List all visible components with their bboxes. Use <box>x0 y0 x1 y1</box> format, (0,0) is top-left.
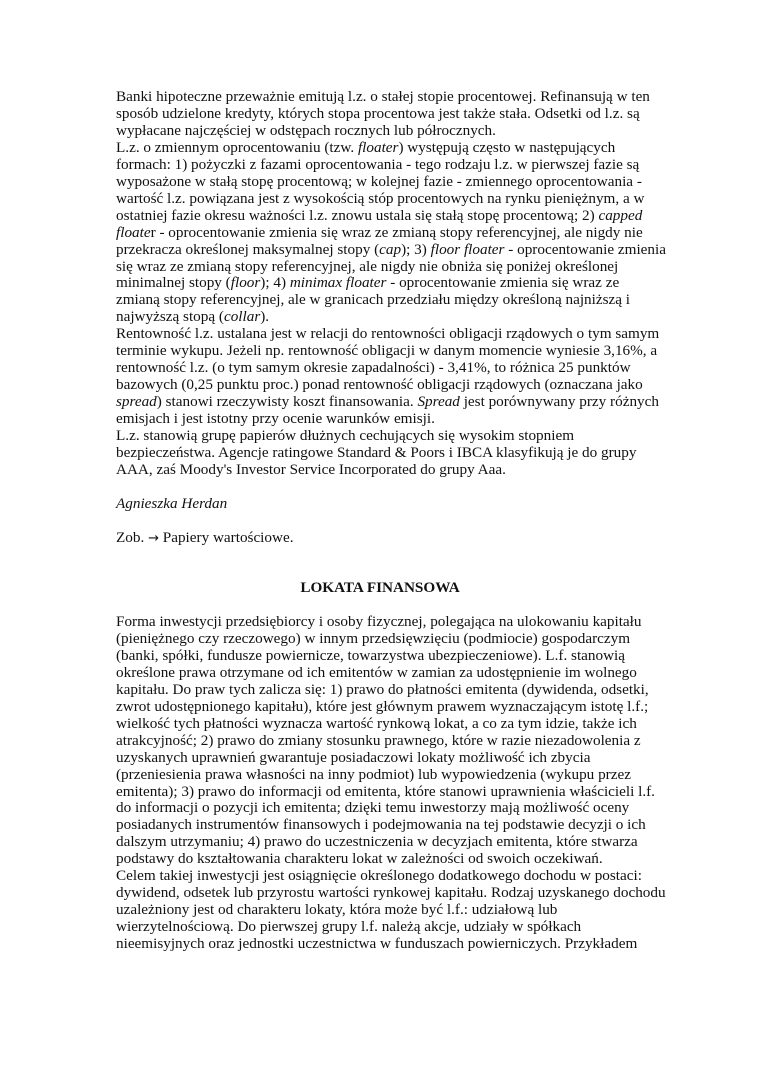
text-line: formach: 1) pożyczki z fazami oprocentowania - tego rodzaju l.z. w pierwszej fazie są <box>116 155 640 173</box>
text-line: L.z. stanowią grupę papierów dłużnych cechujących się wysokim stopniem <box>116 427 575 445</box>
text-line: Celem takiej inwestycji jest osiągnięcie określonego dodatkowego dochodu w postaci: <box>116 867 642 885</box>
article-continuation <box>116 89 676 548</box>
text-line: wielkość tych płatności wyznacza wartość rynkową lokat, a co za tym idzie, także ich <box>116 714 637 732</box>
see-also-reference: Zob. → Papiery wartościowe. <box>116 528 294 546</box>
text-line: terminie wykupu. Jeżeli np. rentowność obligacji w danym momencie wyniesie 3,16%, a <box>116 342 658 360</box>
article-lokata-finansowa <box>116 614 676 953</box>
text-line: minimalnej stopy (floor); 4) minimax floater - oprocentowanie zmienia się wraz ze <box>116 274 620 292</box>
text-line: przekracza określonej maksymalnej stopy (cap); 3) floor floater - oprocentowanie zmienia <box>116 240 666 258</box>
text-line: nieemisyjnych oraz jednostki uczestnictwa w funduszach powierniczych. Przykładem <box>116 935 638 953</box>
text-line: Rentowność l.z. ustalana jest w relacji do rentowności obligacji rządowych o tym samym <box>116 325 660 343</box>
text-line: dywidend, odsetek lub przyrostu wartości rynkowej kapitału. Rodzaj uzyskanego dochodu <box>116 884 666 902</box>
text-line: się wraz ze zmianą stopy referencyjnej, ale nigdy nie obniża się poniżej określonej <box>116 257 619 275</box>
text-line: (banki, spółki, fundusze powiernicze, towarzystwa ubezpieczeniowe). L.f. stanowią <box>116 646 626 664</box>
text-line: do informacji o pozycji ich emitenta; dzięki temu inwestorzy mają możliwość oceny <box>116 799 630 817</box>
text-line: rentowność l.z. (o tym samym okresie zapadalności) - 3,41%, to różnica 25 punktów <box>116 359 631 377</box>
paragraph-yield <box>116 326 676 428</box>
text-line: L.z. o zmiennym oprocentowaniu (tzw. floater) występują często w następujących <box>116 138 616 156</box>
text-line: najwyższą stopą (collar). <box>116 308 270 326</box>
text-line: sposób udzielone kredyty, których stopa procentowa jest także stała. Odsetki od l.z. są <box>116 104 640 122</box>
text-line: spread) stanowi rzeczywisty koszt finansowania. Spread jest porównywany przy różnych <box>116 393 659 411</box>
text-line: ostatniej fazie okresu ważności l.z. znowu ustala się stałą stopę procentową; 2) capped <box>116 206 643 224</box>
text-line: (pieniężnego czy rzeczowego) w innym przedsięwzięciu (podmiocie) gospodarczym <box>116 629 631 647</box>
text-line: wierzytelnościową. Do pierwszej grupy l.f. należą akcje, udziały w spółkach <box>116 918 582 936</box>
text-line: podstawy do kształtowania charakteru lokat w zależności od swoich oczekiwań. <box>116 850 603 868</box>
text-line: posiadanych instrumentów finansowych i podejmowania na tej podstawie decyzji o ich <box>116 816 646 834</box>
paragraph-mortgage-banks <box>116 89 676 140</box>
text-line: emitenta); 3) prawo do informacji od emitenta, które stanowi uprawnienia właścicieli l.f. <box>116 782 655 800</box>
text-line: floater - oprocentowanie zmienia się wraz ze zmianą stopy referencyjnej, ale nigdy nie <box>116 223 643 241</box>
paragraph-floating-rate <box>116 140 676 326</box>
text-line: określone prawa otrzymane od ich emitentów w zamian za udostępnienie im wolnego <box>116 663 637 681</box>
text-line: wartość l.z. powiązana jest z wysokością stóp procentowych na rynku pieniężnym, a w <box>116 189 645 207</box>
text-line: wypłacane najczęściej w odstępach rocznych lub półrocznych. <box>116 121 496 139</box>
author-name: Agnieszka Herdan <box>116 494 228 512</box>
text-line: Banki hipoteczne przeważnie emitują l.z. o stałej stopie procentowej. Refinansują w ten <box>116 88 650 105</box>
text-line: bazowych (0,25 punktu proc.) ponad rentowność obligacji rządowych (oznaczana jako <box>116 376 643 394</box>
text-line: uzyskanych uprawnień gwarantuje posiadaczowi lokaty możliwość ich zbycia <box>116 748 591 766</box>
text-line: dalszym utrzymaniu; 4) prawo do uczestniczenia w decyzjach emitenta, które stwarza <box>116 833 638 851</box>
arrow-right-icon: → <box>148 530 159 546</box>
text-line: zwrot udostępnionego kapitału), które jest głównym prawem wyznaczającym istotę l.f.; <box>116 697 649 715</box>
text-line: Forma inwestycji przedsiębiorcy i osoby fizycznej, polegająca na ulokowaniu kapitału <box>116 613 642 630</box>
paragraph-purpose <box>116 868 676 953</box>
paragraph-rating <box>116 428 676 479</box>
entry-heading: LOKATA FINANSOWA <box>300 579 460 596</box>
text-line: AAA, zaś Moody's Investor Service Incorporated do grupy Aaa. <box>116 460 506 478</box>
text-line: atrakcyjność; 2) prawo do zmiany stosunku prawnego, które w razie niezadowolenia z <box>116 731 641 749</box>
text-line: emisjach i jest istotny przy ocenie warunków emisji. <box>116 410 435 428</box>
text-line: kapitału. Do praw tych zalicza się: 1) prawo do płatności emitenta (dywidenda, odsetki, <box>116 680 649 698</box>
text-line: wyposażone w stałą stopę procentową; w kolejnej fazie - zmiennego oprocentowania - <box>116 172 642 190</box>
text-line: (przeniesienia prawa własności na inny podmiot) lub wypowiedzenia (wykupu przez <box>116 765 631 783</box>
text-line: uzależniony jest od charakteru lokaty, która może być l.f.: udziałową lub <box>116 901 558 919</box>
paragraph-definition <box>116 614 676 868</box>
text-line: zmianą stopy referencyjnej, ale w granicach przedziału między określoną najniższą i <box>116 291 631 309</box>
text-line: bezpieczeństwa. Agencje ratingowe Standard & Poors i IBCA klasyfikują je do grupy <box>116 444 637 462</box>
